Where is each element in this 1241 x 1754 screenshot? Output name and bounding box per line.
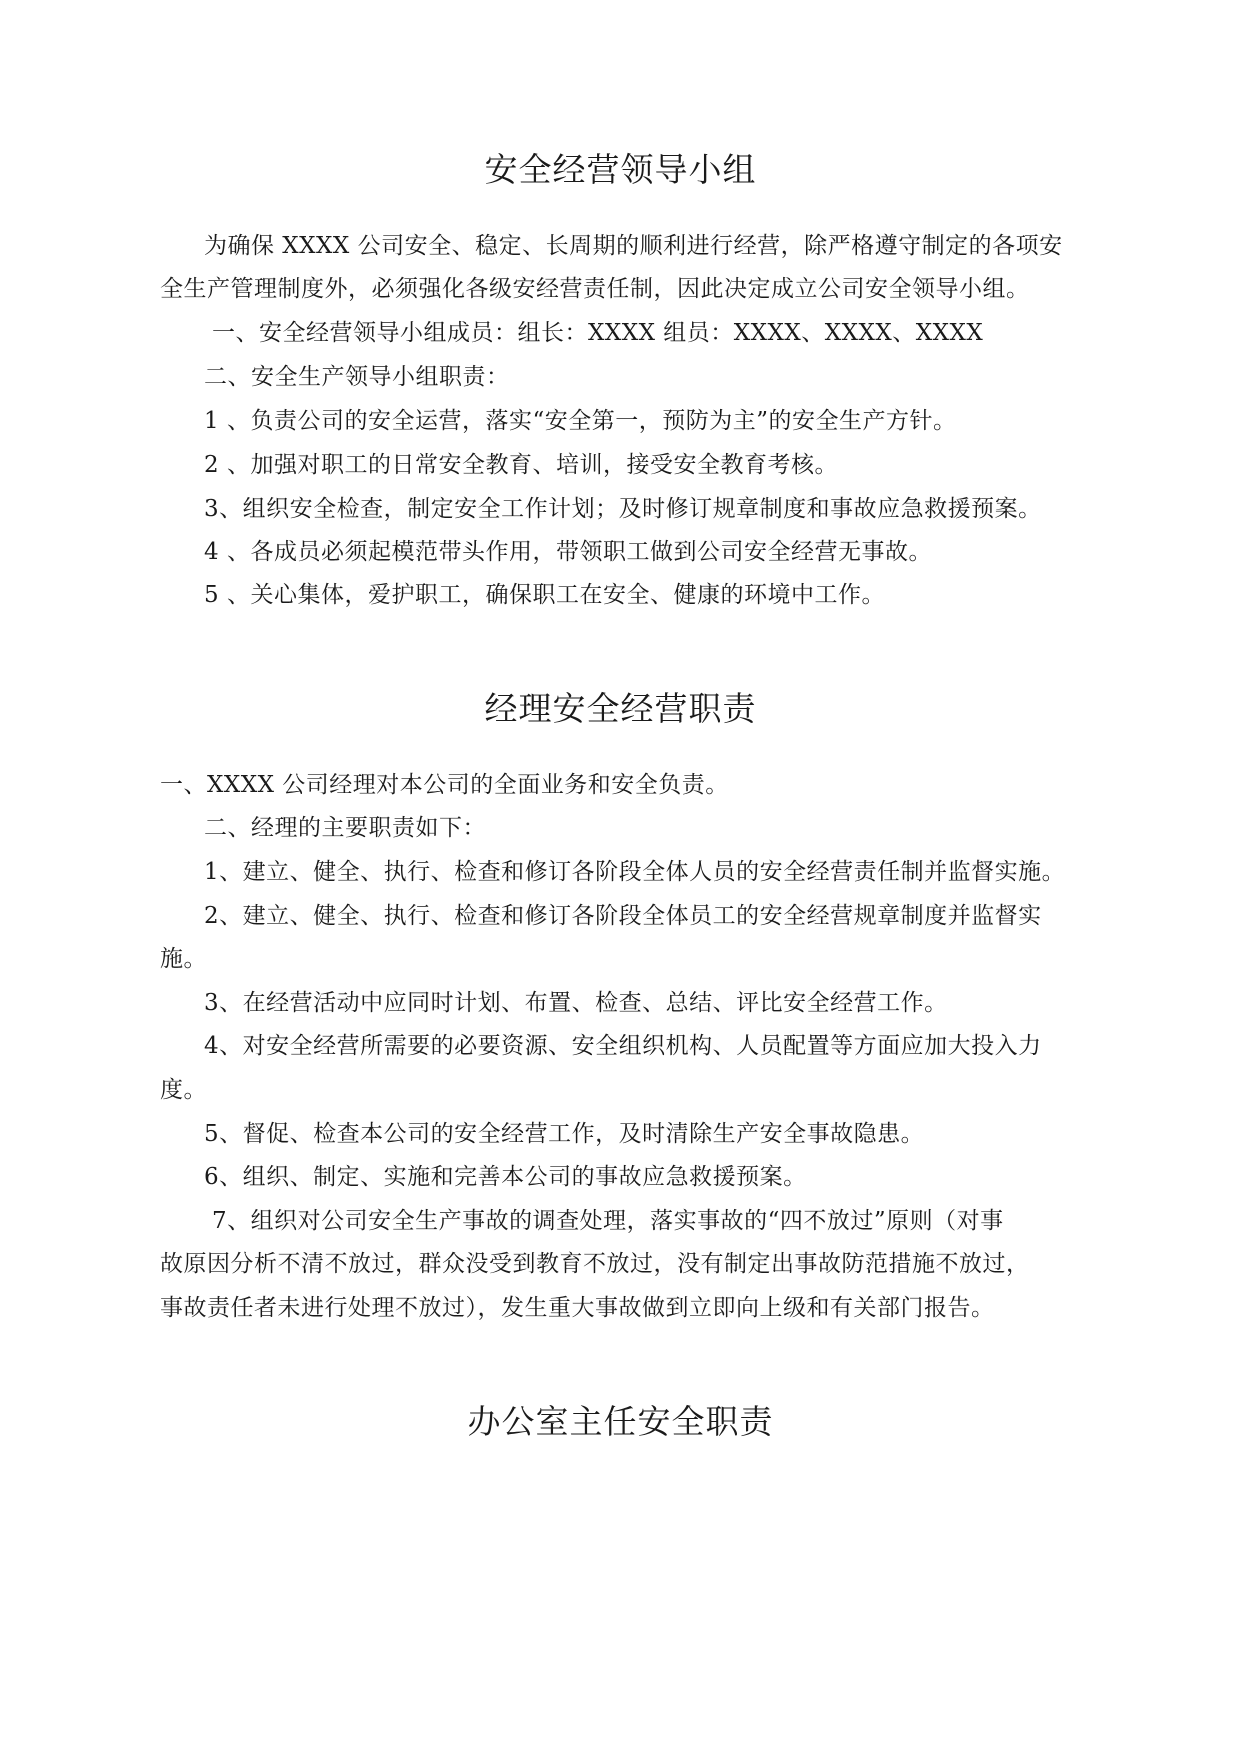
- list-item-continuation: 事故责任者未进行处理不放过），发生重大事故做到立即向上级和有关部门报告。: [160, 1295, 995, 1321]
- list-item: 1 、负责公司的安全运营，落实“安全第一，预防为主”的安全生产方针。: [204, 408, 957, 434]
- paragraph-line: 一、XXXX 公司经理对本公司的全面业务和安全负责。: [160, 772, 729, 798]
- list-item-continuation: 故原因分析不清不放过，群众没受到教育不放过，没有制定出事故防范措施不放过，: [160, 1251, 1030, 1277]
- list-item: 1、建立、健全、执行、检查和修订各阶段全体人员的安全经营责任制并监督实施。: [204, 859, 1066, 885]
- section-title-safety-leadership-group: 安全经营领导小组: [484, 150, 757, 189]
- list-item: 2、建立、健全、执行、检查和修订各阶段全体员工的安全经营规章制度并监督实: [204, 903, 1042, 929]
- list-item: 3、在经营活动中应同时计划、布置、检查、总结、评比安全经营工作。: [204, 990, 948, 1016]
- paragraph-line: 一、安全经营领导小组成员：组长：XXXX 组员：XXXX、XXXX、XXXX: [212, 320, 984, 346]
- paragraph-line: 二、经理的主要职责如下：: [204, 815, 486, 841]
- list-item: 7、组织对公司安全生产事故的调查处理，落实事故的“四不放过”原则（对事: [212, 1208, 1004, 1234]
- list-item: 4、对安全经营所需要的必要资源、安全组织机构、人员配置等方面应加大投入力: [204, 1033, 1042, 1059]
- paragraph-line: 为确保 XXXX 公司安全、稳定、长周期的顺利进行经营，除严格遵守制定的各项安: [204, 233, 1063, 259]
- list-item: 2 、加强对职工的日常安全教育、培训，接受安全教育考核。: [204, 452, 838, 478]
- list-item: 5 、关心集体，爱护职工，确保职工在安全、健康的环境中工作。: [204, 582, 885, 608]
- paragraph-line: 二、安全生产领导小组职责：: [204, 364, 510, 390]
- list-item: 3、组织安全检查，制定安全工作计划；及时修订规章制度和事故应急救援预案。: [204, 496, 1042, 522]
- list-item: 5、督促、检查本公司的安全经营工作，及时清除生产安全事故隐患。: [204, 1121, 925, 1147]
- section-title-office-director-duties: 办公室主任安全职责: [467, 1402, 774, 1441]
- section-title-manager-duties: 经理安全经营职责: [484, 689, 757, 728]
- list-item-continuation: 施。: [160, 946, 207, 972]
- paragraph-line: 全生产管理制度外，必须强化各级安经营责任制，因此决定成立公司安全领导小组。: [160, 276, 1030, 302]
- list-item-continuation: 度。: [160, 1077, 207, 1103]
- list-item: 4 、各成员必须起模范带头作用，带领职工做到公司安全经营无事故。: [204, 539, 932, 565]
- list-item: 6、组织、制定、实施和完善本公司的事故应急救援预案。: [204, 1164, 807, 1190]
